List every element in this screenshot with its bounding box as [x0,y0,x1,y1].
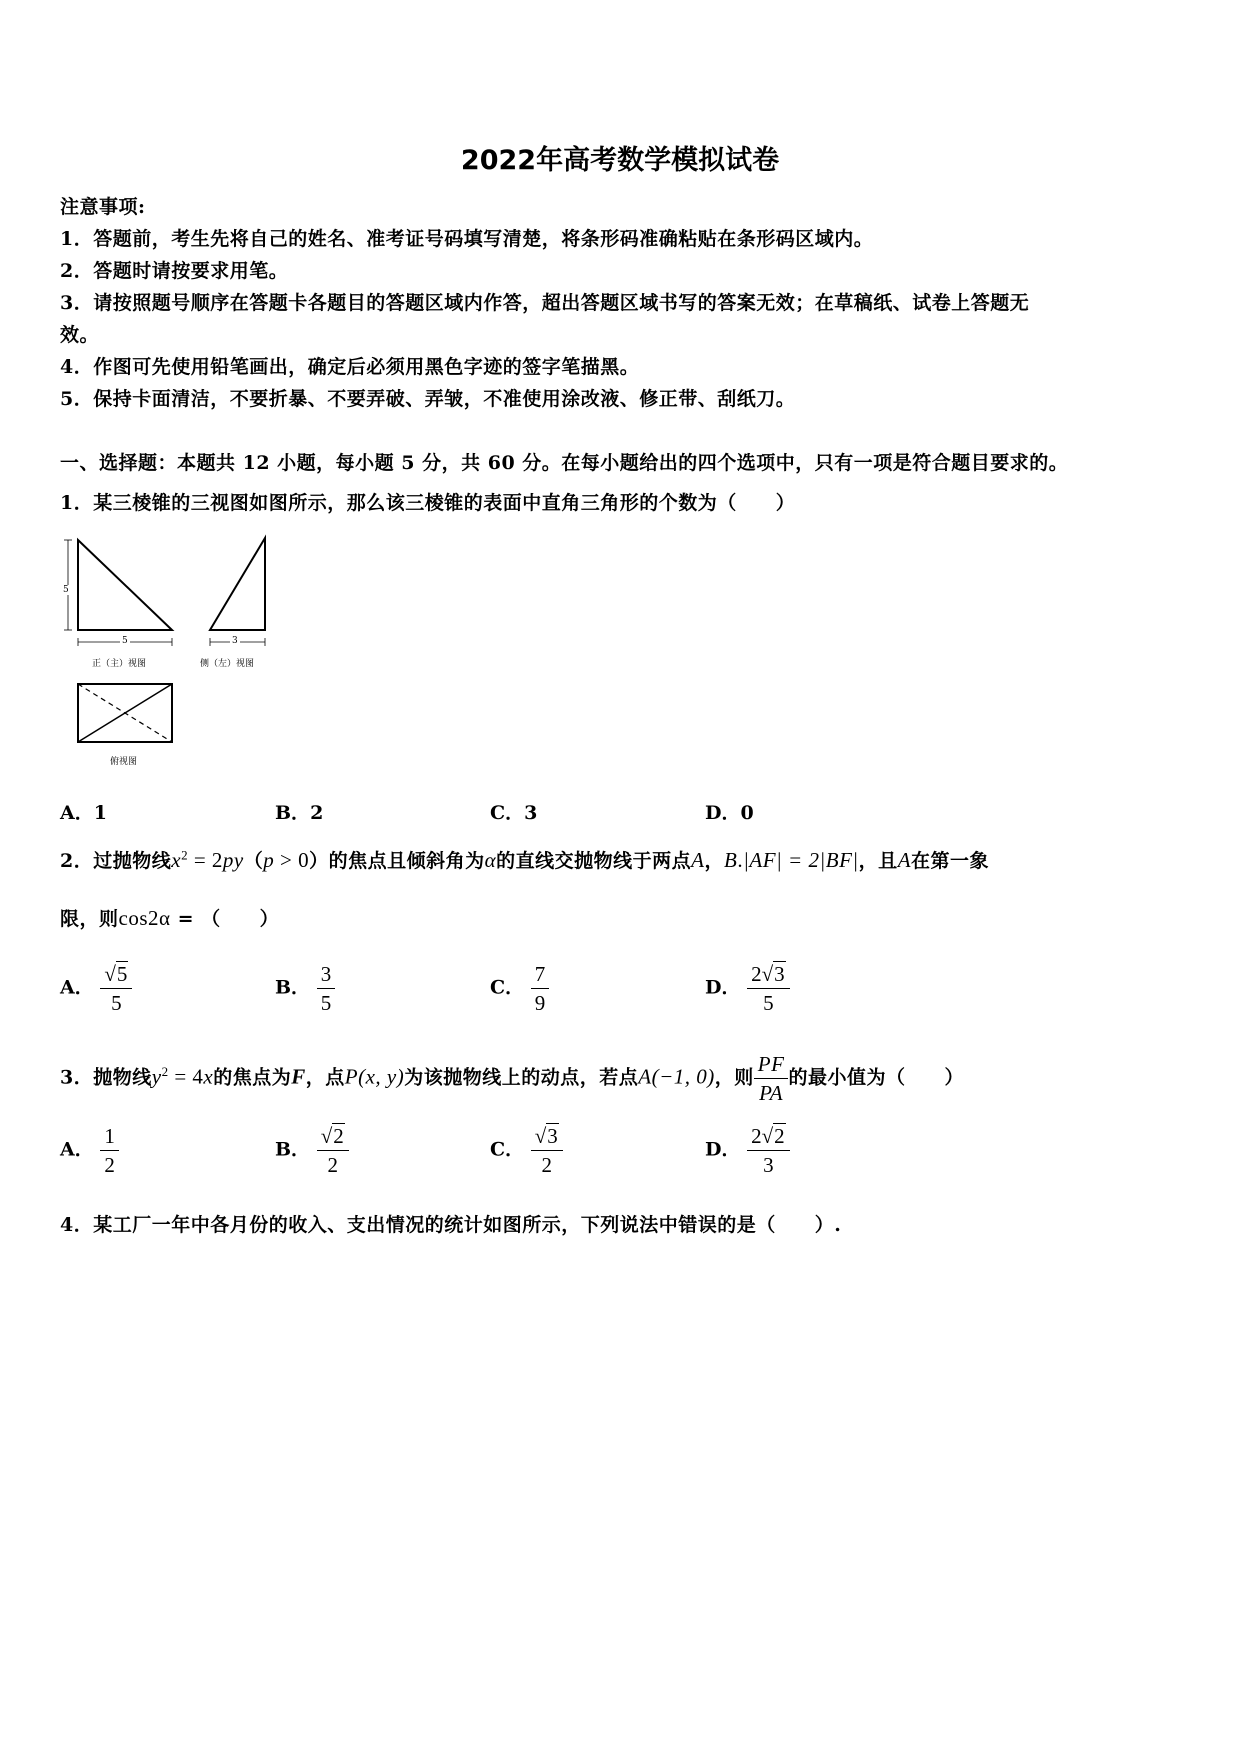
q2-option-a: A． $\frac{√5}{5}$ [60,960,132,1017]
front-width-label: 5 [122,636,128,646]
notice-item: 4．作图可先使用铅笔画出，确定后必须用黑色字迹的签字笔描黑。 [60,356,640,378]
notice-item: 1．答题前，考生先将自己的姓名、准考证号码填写清楚，将条形码准确粘贴在条形码区域内。 [60,228,874,250]
q3-stem: 3．抛物线$y^2 = 4x$的焦点为F，点P(x, y)为该抛物线上的动点，若点A(−1, 0)，则 $\frac{PF}{PA}$ 的最小值为（ ） [60,1052,964,1105]
q3-option-c: C． $\frac{√3}{2}$ [490,1122,563,1179]
front-height-label: 5 [63,585,69,595]
side-view-triangle [210,538,265,630]
side-view-caption: 侧（左）视图 [200,659,255,669]
top-view-caption: 俯视图 [110,757,138,767]
front-view-caption: 正（主）视图 [92,659,147,669]
q2-stem-line2: 限，则cos2α = （ ） [60,906,280,930]
q4-stem: 4．某工厂一年中各月份的收入、支出情况的统计如图所示，下列说法中错误的是（ ）. [60,1214,842,1236]
q3-option-b: B． $\frac{√2}{2}$ [275,1122,349,1179]
q2-option-b: B． $\frac{3}{5}$ [275,960,335,1017]
notice-heading: 注意事项: [60,196,146,218]
q1-option-b: B．2 [275,802,324,824]
q1-option-c: C．3 [490,802,538,824]
notice-item: 5．保持卡面清洁，不要折暴、不要弄破、弄皱，不准使用涂改液、修正带、刮纸刀。 [60,388,796,410]
notice-item: 3．请按照题号顺序在答题卡各题目的答题区域内作答，超出答题区域书写的答案无效；在草稿纸、试卷上答题无 [60,292,1030,314]
q2-stem-line1: 2．过抛物线$x^2 = 2py(p > 0)$的焦点且倾斜角为α的直线交抛物线于两点A，B.|AF| = 2|BF|，且A在第一象 [60,847,990,872]
front-view-triangle [78,540,172,630]
side-width-label: 3 [232,636,238,646]
section-heading: 一、选择题：本题共 12 小题，每小题 5 分，共 60 分。在每小题给出的四个选项中，只有一项是符合题目要求的。 [60,452,1069,474]
page-title: 2022年高考数学模拟试卷 [460,145,780,176]
notice-item: 2．答题时请按要求用笔。 [60,260,289,282]
q3-option-a: A． $\frac{1}{2}$ [60,1122,119,1179]
notice-item: 效。 [60,324,100,346]
q2-option-d: D． $\frac{2√3}{5}$ [705,960,790,1017]
q1-option-d: D．0 [705,802,754,824]
q2-option-c: C． $\frac{7}{9}$ [490,960,549,1017]
q1-stem: 1．某三棱锥的三视图如图所示，那么该三棱锥的表面中直角三角形的个数为（ ） [60,492,796,514]
q1-option-a: A．1 [60,802,107,824]
q1-three-view-figure [60,530,280,780]
q3-option-d: D． $\frac{2√2}{3}$ [705,1122,790,1179]
